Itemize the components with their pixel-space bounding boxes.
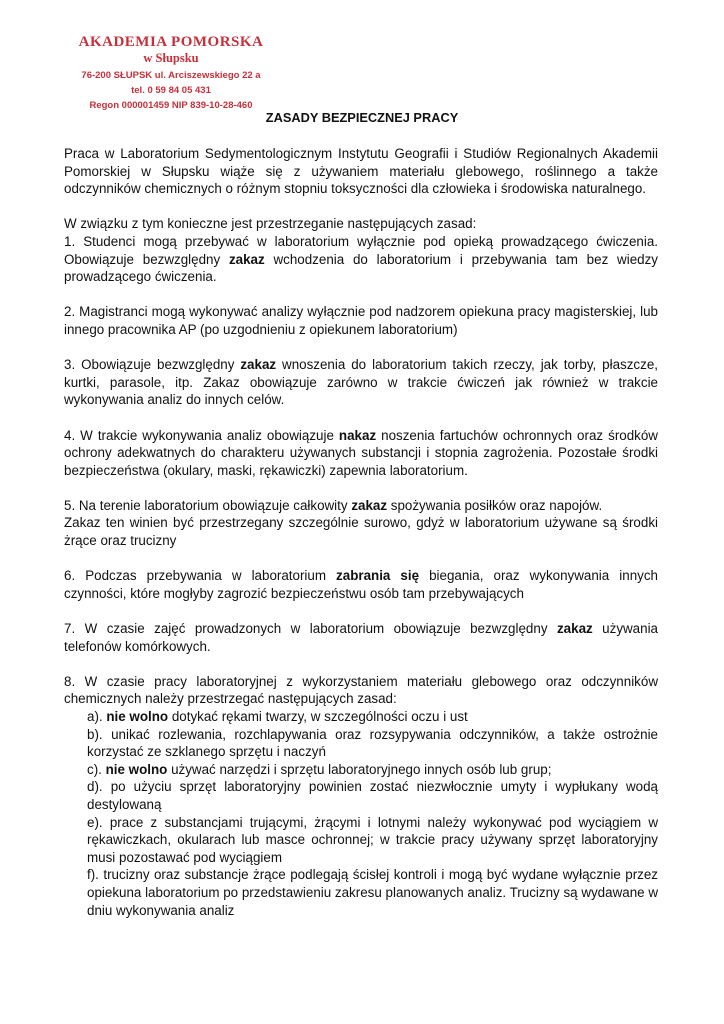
subrule-c: c). nie wolno używać narzędzi i sprzętu laboratoryjnego innych osób lub grup; (87, 761, 552, 777)
rule-5: 5. Na terenie laboratorium obowiązuje całkowity zakaz spożywania posiłków oraz napojów. (64, 497, 603, 513)
stamp-city: w Słupsku (143, 51, 199, 65)
intro-paragraph: Praca w Laboratorium Sedymentologicznym Instytutu Geografii i Studiów Regionalnych Akademii Pomorskiej w Słupsku wiąże się z używaniem materiału glebowego, roślinnego a także odczynników chemicznych o różnym stopniu toksyczności dla człowieka i środowiska naturalnego. (64, 146, 658, 197)
rule-3: 3. Obowiązuje bezwzględny zakaz wnoszenia do laboratorium takich rzeczy, jak torby, płaszcze, kurtki, parasole, itp. Zakaz obowiązuje zarówno w trakcie ćwiczeń jak również w trakcie wykonywania analiz do innych celów. (64, 357, 658, 408)
rule-1: 1. Studenci mogą przebywać w laboratorium wyłącznie pod opieką prowadzącego ćwiczenia. Obowiązuje bezwzględny zakaz wchodzenia do laboratorium i przebywania tam bez wiedzy prowadzącego ćwiczenia. (64, 233, 658, 285)
rule-5-continuation: Zakaz ten winien być przestrzegany szczególnie surowo, gdyż w laboratorium używane są środki żrące oraz trucizny (64, 515, 658, 549)
stamp-address: 76-200 SŁUPSK ul. Arciszewskiego 22 a (81, 70, 261, 81)
stamp-regon: Regon 000001459 NIP 839-10-28-460 (89, 100, 253, 111)
rule-2: 2. Magistranci mogą wykonywać analizy wyłącznie pod nadzorem opiekuna pracy magisterskiej, lub innego pracownika AP (po uzgodnieniu z opiekunem laboratorium) (64, 304, 658, 337)
rule-7: 7. W czasie zajęć prowadzonych w laboratorium obowiązuje bezwzględny zakaz używania telefonów komórkowych. (64, 621, 658, 654)
rule-8: 8. W czasie pracy laboratoryjnej z wykorzystaniem materiału glebowego oraz odczynników chemicznych należy przestrzegać następujących zasad: (64, 673, 658, 707)
subrule-b: b). unikać rozlewania, rozchlapywania oraz rozsypywania odczynników, a także ostrożnie korzystać ze szklanego sprzętu i naczyń (87, 726, 658, 760)
subrule-d: d). po użyciu sprzęt laboratoryjny powinien zostać niezwłocznie umyty i wypłukany wodą destylowaną (87, 779, 658, 812)
rule-4: 4. W trakcie wykonywania analiz obowiązuje nakaz noszenia fartuchów ochronnych oraz środków ochrony adekwatnych do charakteru używanych substancji i stopnia zagrożenia. Pozostałe środki bezpieczeństwa (okulary, maski, rękawiczki) zapewnia laboratorium. (64, 427, 658, 478)
subrule-e: e). prace z substancjami trującymi, żrącymi i lotnymi należy wykonywać pod wyciągiem w rękawiczkach, okularach lub masce ochronnej; w trakcie pracy używany sprzęt laboratoryjny musi pozostawać pod wyciągiem (87, 814, 658, 865)
subrule-f: f). trucizny oraz substancje żrące podlegają ścisłej kontroli i mogą być wydane wyłącznie przez opiekuna laboratorium po przedstawieniu zakresu planowanych analiz. Trucizny są wydawane w dniu wykonywania analiz (87, 867, 658, 918)
lead-line: W związku z tym konieczne jest przestrzeganie następujących zasad: (64, 216, 477, 232)
institution-stamp (76, 34, 266, 113)
rule-6: 6. Podczas przebywania w laboratorium zabrania się biegania, oraz wykonywania innych czynności, które mogłyby zagrozić bezpieczeństwu osób tam przebywających (64, 568, 658, 601)
stamp-phone: tel. 0 59 84 05 431 (131, 85, 211, 96)
document-body (64, 145, 658, 919)
document-title: ZASADY BEZPIECZNEJ PRACY (265, 110, 459, 125)
stamp-name: AKADEMIA POMORSKA (78, 34, 264, 50)
subrule-a: a). nie wolno dotykać rękami twarzy, w szczególności oczu i ust (87, 709, 468, 724)
